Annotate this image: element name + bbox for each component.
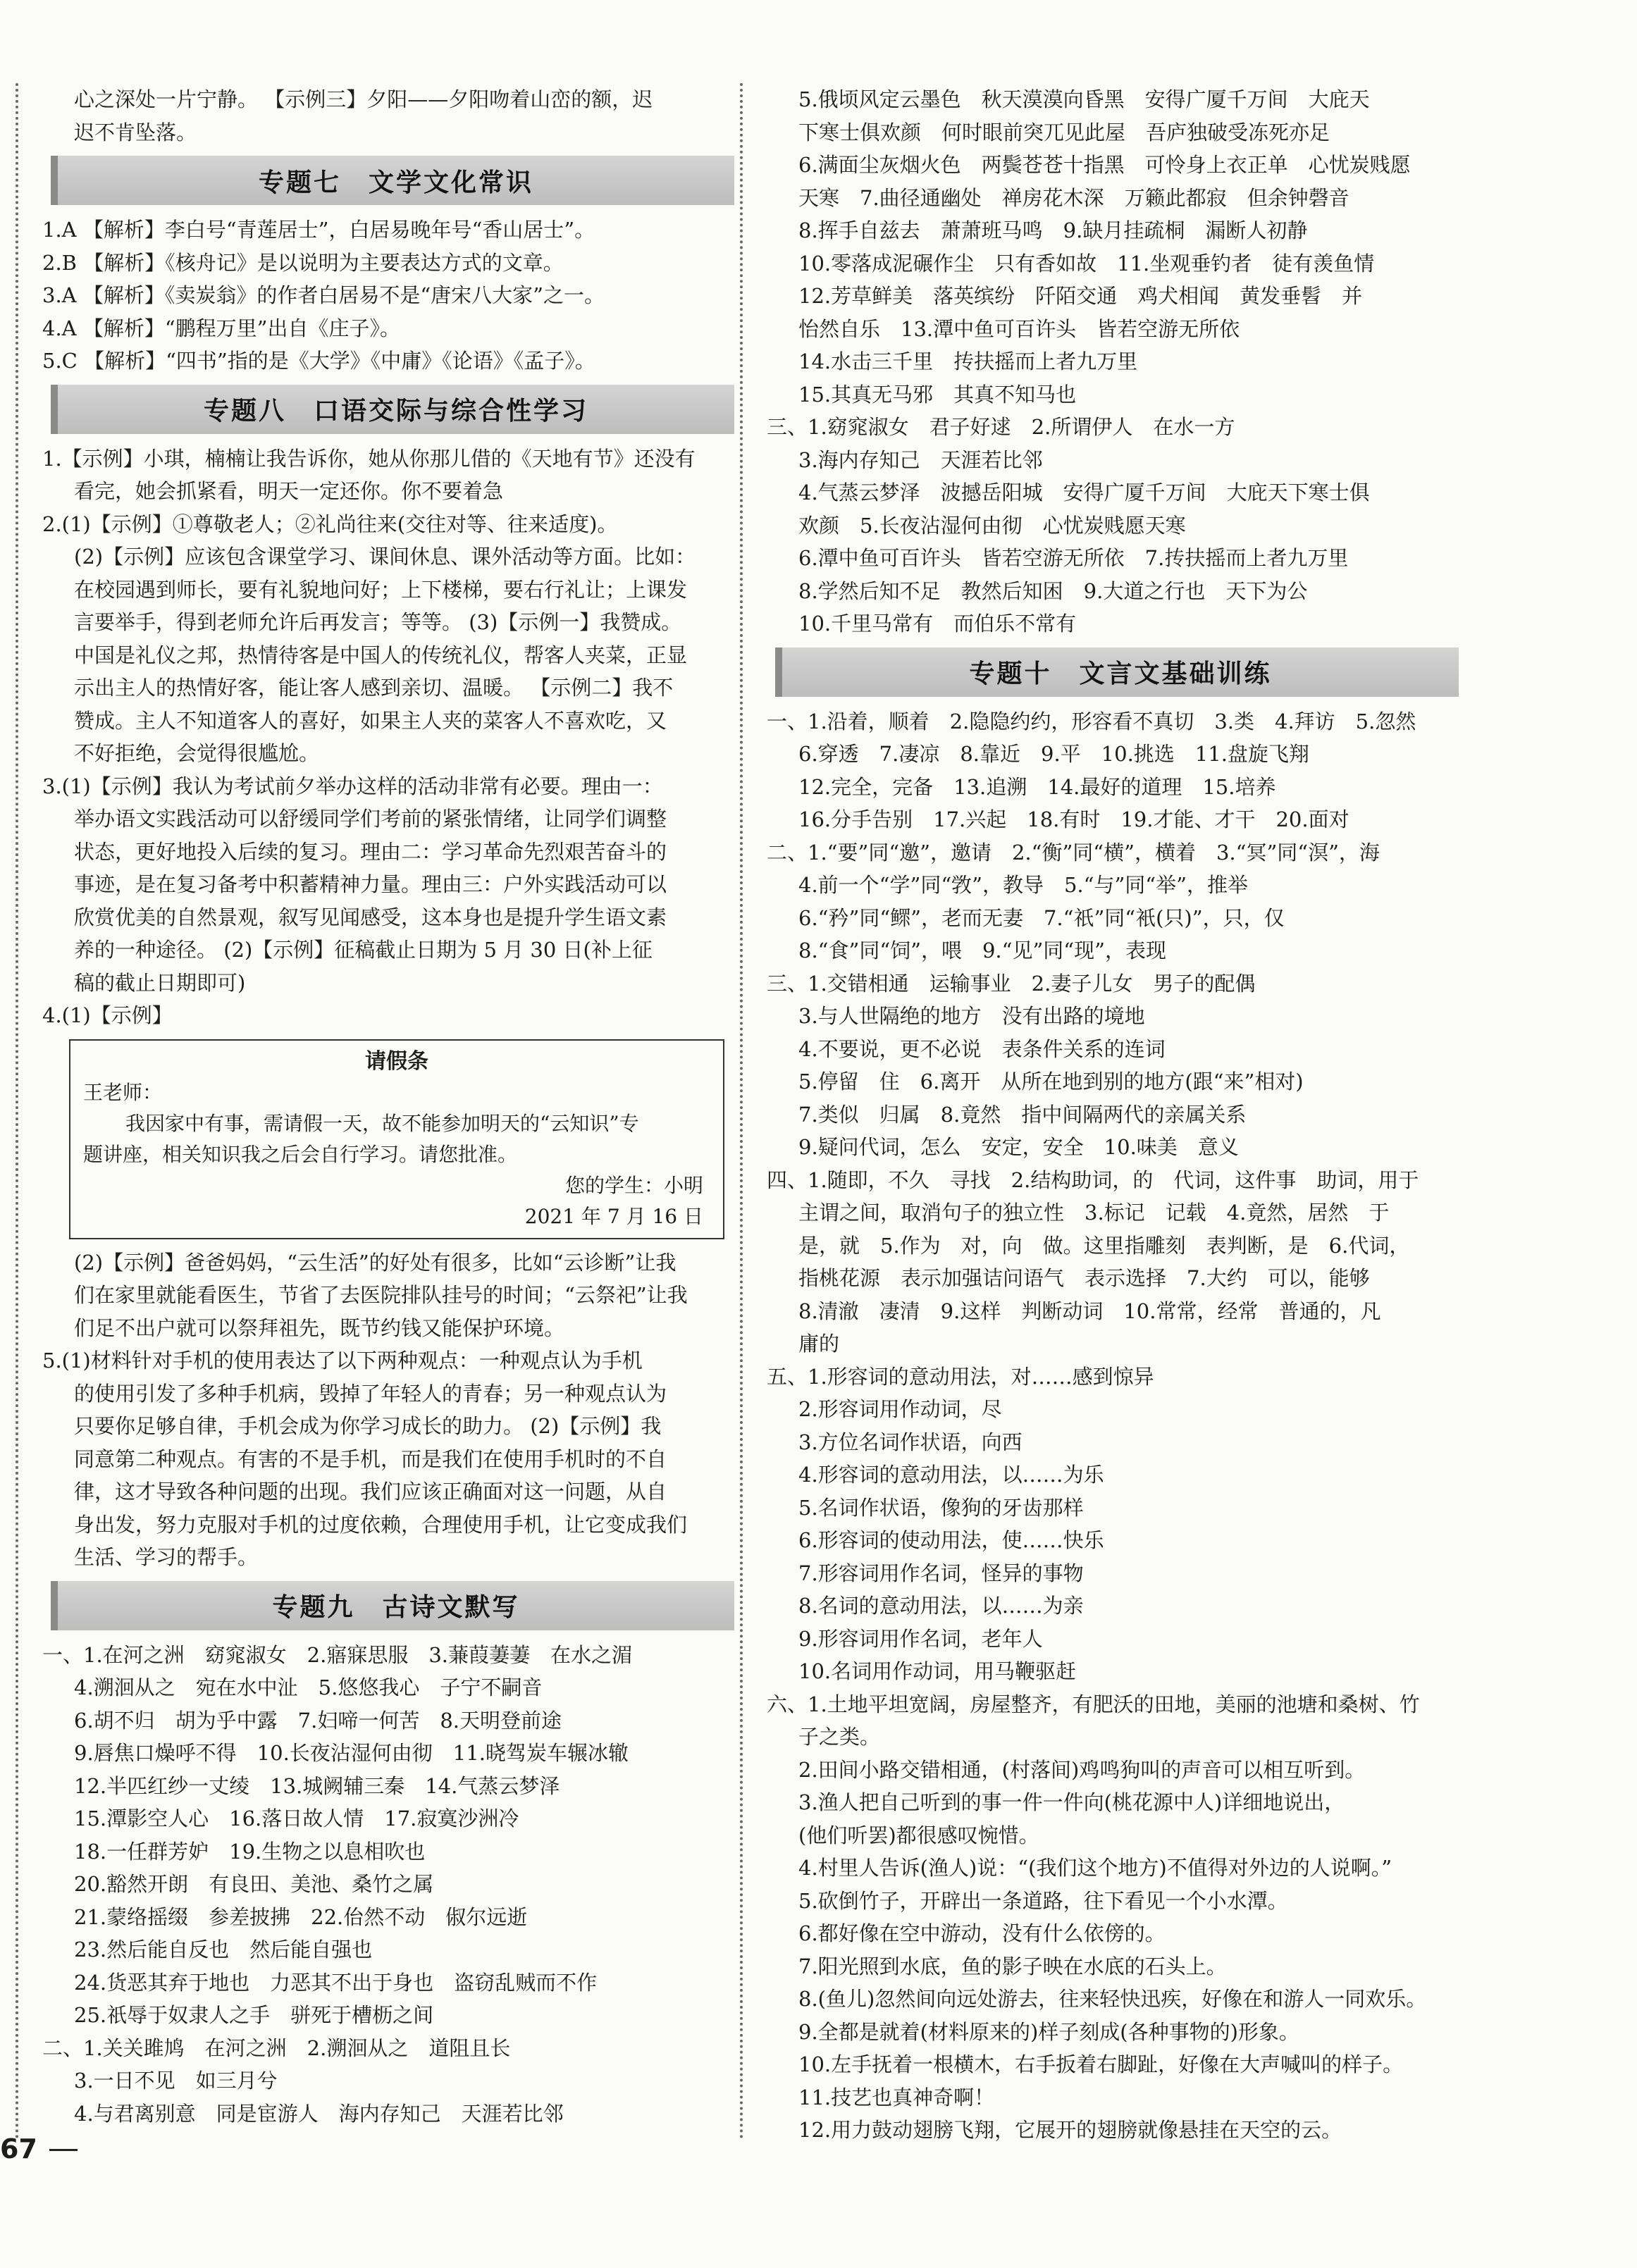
- text-line: 指桃花源 表示加强诘问语气 表示选择 7.大约 可以，能够: [798, 1266, 1370, 1290]
- text-line: 3.渔人把自己听到的事一件一件向(桃花源中人)详细地说出，: [798, 1790, 1345, 1814]
- text-line: 9.全都是就着(材料原来的)样子刻成(各种事物的)形象。: [798, 2019, 1299, 2044]
- text-line: 子之类。: [798, 1725, 881, 1749]
- text-line: (他们听罢)都很感叹惋惜。: [798, 1823, 1039, 1847]
- text-line: 8.名词的意动用法，以……为亲: [798, 1594, 1084, 1618]
- left-column: [42, 83, 747, 2130]
- leave-note-body: 我因家中有事，需请假一天，故不能参加明天的“云知识”专: [125, 1111, 639, 1135]
- page-number: 67: [0, 2133, 37, 2164]
- text-line: 状态，更好地投入后续的复习。理由二：学习革命先烈艰苦奋斗的: [74, 839, 667, 864]
- text-line: 6.潭中鱼可百许头 皆若空游无所依 7.抟扶摇而上者九万里: [798, 546, 1349, 570]
- text-line: 二、1.“要”同“邀”，邀请 2.“衡”同“横”，横着 3.“冥”同“溟”，海: [767, 840, 1380, 865]
- right-column: [767, 83, 1471, 2147]
- text-line: 主谓之间，取消句子的独立性 3.标记 记载 4.竟然，居然 于: [798, 1201, 1390, 1225]
- text-line: 们足不出户就可以祭拜祖先，既节约钱又能保护环境。: [74, 1315, 565, 1340]
- text-line: 是，就 5.作为 对，向 做。这里指雕刻 表判断，是 6.代词，: [798, 1233, 1410, 1258]
- text-line: 8.清澈 凄清 9.这样 判断动词 10.常常，经常 普通的，凡: [798, 1299, 1381, 1323]
- text-line: 身出发，努力克服对手机的过度依赖，合理使用手机，让它变成我们: [74, 1512, 688, 1537]
- text-line: 3.(1)【示例】我认为考试前夕举办这样的活动非常有必要。理由一：: [42, 774, 663, 798]
- text-line: 8.挥手自兹去 萧萧班马鸣 9.缺月挂疏桐 漏断人初静: [798, 218, 1308, 242]
- section-header-10: 专题十 文言文基础训练: [775, 647, 1459, 697]
- leave-note-salutation: 王老师：: [83, 1080, 163, 1104]
- text-line: 4.前一个“学”同“敩”，教导 5.“与”同“举”，推举: [798, 873, 1248, 897]
- left-margin-divider: [16, 83, 18, 2140]
- text-line: 庸的: [798, 1332, 840, 1356]
- text-line: 3.一日不见 如三月兮: [74, 2069, 278, 2093]
- text-line: 4.气蒸云梦泽 波撼岳阳城 安得广厦千万间 大庇天下寒士俱: [798, 481, 1370, 504]
- text-line: 一、1.在河之洲 窈窕淑女 2.寤寐思服 3.蒹葭萋萋 在水之湄: [42, 1642, 633, 1667]
- text-line: 3.与人世隔绝的地方 没有出路的境地: [798, 1004, 1145, 1028]
- text-line: 4.溯洄从之 宛在水中沚 5.悠悠我心 子宁不嗣音: [74, 1675, 543, 1699]
- text-line: 天寒 7.曲径通幽处 禅房花木深 万籁此都寂 但余钟磬音: [798, 185, 1349, 210]
- text-line: 20.豁然开朗 有良田、美池、桑竹之属: [74, 1872, 434, 1896]
- text-line: 在校园遇到师长，要有礼貌地问好；上下楼梯，要右行礼让；上课发: [74, 577, 688, 602]
- text-line: 6.“矜”同“鳏”，老而无妻 7.“祇”同“衹(只)”，只，仅: [798, 905, 1285, 930]
- text-line: 养的一种途径。 (2)【示例】征稿截止日期为 5 月 30 日(补上征: [74, 938, 653, 962]
- text-line: 3.海内存知己 天涯若比邻: [798, 447, 1043, 472]
- text-line: 不好拒绝，会觉得很尴尬。: [74, 741, 320, 765]
- text-line: 9.疑问代词，怎么 安定，安全 10.味美 意义: [798, 1135, 1239, 1159]
- text-line: 5.俄顷风定云墨色 秋天漠漠向昏黑 安得广厦千万间 大庇天: [798, 87, 1370, 111]
- leave-note-title: 请假条: [365, 1048, 428, 1074]
- text-line: 事迹，是在复习备考中积蓄精神力量。理由三：户外实践活动可以: [74, 872, 667, 896]
- text-line: 6.穿透 7.凄凉 8.靠近 9.平 10.挑选 11.盘旋飞翔: [798, 742, 1309, 766]
- text-line: 5.C 【解析】“四书”指的是《大学》《中庸》《论语》《孟子》。: [42, 349, 595, 373]
- text-line: 5.名词作状语，像狗的牙齿那样: [798, 1495, 1084, 1520]
- text-line: 12.完全，完备 13.追溯 14.最好的道理 15.培养: [798, 774, 1276, 799]
- text-line: 生活、学习的帮手。: [74, 1545, 259, 1569]
- text-line: 14.水击三千里 抟扶摇而上者九万里: [798, 349, 1138, 373]
- text-line: 12.芳草鲜美 落英缤纷 阡陌交通 鸡犬相闻 黄发垂髫 并: [798, 284, 1363, 308]
- text-line: 6.胡不归 胡为乎中露 7.妇啼一何苦 8.天明登前途: [74, 1708, 562, 1733]
- text-line: 16.分手告别 17.兴起 18.有时 19.才能、才干 20.面对: [798, 807, 1349, 831]
- text-line: 3.A 【解析】《卖炭翁》的作者白居易不是“唐宋八大家”之一。: [42, 283, 605, 307]
- text-line: 六、1.土地平坦宽阔，房屋整齐，有肥沃的田地，美丽的池塘和桑树、竹: [767, 1692, 1420, 1716]
- text-line: 7.类似 归属 8.竟然 指中间隔两代的亲属关系: [798, 1102, 1247, 1127]
- page-number-dash: [49, 2149, 78, 2151]
- text-line: 怡然自乐 13.潭中鱼可百许头 皆若空游无所依: [798, 316, 1240, 341]
- text-line: 25.祇辱于奴隶人之手 骈死于槽枥之间: [74, 2003, 434, 2027]
- text-line: 们在家里就能看医生，节省了去医院排队挂号的时间；“云祭祀”让我: [74, 1283, 688, 1307]
- text-line: 4.村里人告诉(渔人)说：“(我们这个地方)不值得对外边的人说啊。”: [798, 1856, 1392, 1880]
- text-line: 稿的截止日期即可): [74, 970, 246, 995]
- text-line: 三、1.交错相通 运输事业 2.妻子儿女 男子的配偶: [767, 971, 1256, 996]
- text-line: 5.砍倒竹子，开辟出一条道路，往下看见一个小水潭。: [798, 1888, 1288, 1913]
- text-line: 9.唇焦口燥呼不得 10.长夜沾湿何由彻 11.晓驾炭车辗冰辙: [74, 1741, 629, 1765]
- section-header-7: 专题七 文学文化常识: [51, 156, 734, 205]
- text-line: 言要举手，得到老师允许后再发言；等等。 (3)【示例一】我赞成。: [74, 610, 682, 634]
- text-line: 三、1.窈窕淑女 君子好逑 2.所谓伊人 在水一方: [767, 415, 1235, 439]
- text-line: 举办语文实践活动可以舒缓同学们考前的紧张情绪，让同学们调整: [74, 807, 667, 831]
- text-line: 的使用引发了多种手机病，毁掉了年轻人的青春；另一种观点认为: [74, 1381, 667, 1406]
- text-line: 只要你足够自律，手机会成为你学习成长的助力。 (2)【示例】我: [74, 1414, 662, 1438]
- text-line: 2.形容词用作动词，尽: [798, 1397, 1002, 1421]
- text-line: 8.“食”同“饲”，喂 9.“见”同“现”，表现: [798, 938, 1166, 962]
- text-line: 欣赏优美的自然景观，叙写见闻感受，这本身也是提升学生语文素: [74, 905, 667, 929]
- text-line: 8.学然后知不足 教然后知困 9.大道之行也 天下为公: [798, 578, 1308, 603]
- text-line: 15.其真无马邪 其真不知马也: [798, 382, 1077, 407]
- leave-note-body: 题讲座，相关知识我之后会自行学习。请您批准。: [83, 1142, 518, 1166]
- text-line: 4.不要说，更不必说 表条件关系的连词: [798, 1036, 1166, 1061]
- text-line: 五、1.形容词的意动用法，对……感到惊异: [767, 1364, 1154, 1389]
- text-line: 律，这才导致各种问题的出现。我们应该正确面对这一问题，从自: [74, 1480, 667, 1504]
- text-line: 3.方位名词作状语，向西: [798, 1430, 1023, 1454]
- text-line: 1.【示例】小琪，楠楠让我告诉你，她从你那儿借的《天地有节》还没有: [42, 446, 696, 471]
- text-line: 赞成。主人不知道客人的喜好，如果主人夹的菜客人不喜欢吃，又: [74, 708, 667, 733]
- text-line: 一、1.沿着，顺着 2.隐隐约约，形容看不真切 3.类 4.拜访 5.忽然: [767, 709, 1416, 733]
- text-line: 下寒士俱欢颜 何时眼前突兀见此屋 吾庐独破受冻死亦足: [798, 120, 1330, 144]
- text-line: 10.千里马常有 而伯乐不常有: [798, 612, 1077, 636]
- text-line: 1.A 【解析】李白号“青莲居士”，白居易晚年号“香山居士”。: [42, 218, 595, 242]
- section-header-9: 专题九 古诗文默写: [51, 1581, 734, 1630]
- text-line: 迟不肯坠落。: [74, 120, 197, 144]
- text-line: 10.左手抚着一根横木，右手扳着右脚趾，好像在大声喊叫的样子。: [798, 2052, 1404, 2076]
- text-line: 12.用力鼓动翅膀飞翔，它展开的翅膀就像悬挂在天空的云。: [798, 2118, 1342, 2142]
- leave-note-box: [69, 1039, 724, 1239]
- text-line: 2.田间小路交错相通，(村落间)鸡鸣狗叫的声音可以相互听到。: [798, 1757, 1366, 1782]
- text-line: 10.名词用作动词，用马鞭驱赶: [798, 1659, 1077, 1683]
- text-line: 二、1.关关雎鸠 在河之洲 2.溯洄从之 道阻且长: [42, 2035, 511, 2060]
- section-header-8: 专题八 口语交际与综合性学习: [51, 385, 734, 434]
- text-line: 4.(1)【示例】: [42, 1003, 173, 1027]
- text-line: 24.货恶其弃于地也 力恶其不出于身也 盗窃乱贼而不作: [74, 1970, 598, 1995]
- text-line: 6.形容词的使动用法，使……快乐: [798, 1528, 1104, 1552]
- leave-note-signature: 您的学生：小明: [564, 1173, 703, 1197]
- text-line: 11.技艺也真神奇啊！: [798, 2085, 995, 2109]
- text-line: 7.阳光照到水底，鱼的影子映在水底的石头上。: [798, 1954, 1227, 1978]
- text-line: 23.然后能自反也 然后能自强也: [74, 1938, 373, 1962]
- text-line: 6.都好像在空中游动，没有什么依傍的。: [798, 1921, 1166, 1945]
- text-line: 四、1.随即，不久 寻找 2.结构助词，的 代词，这件事 助词，用于: [767, 1167, 1419, 1192]
- text-line: 12.半匹红纱一丈绫 13.城阙辅三秦 14.气蒸云梦泽: [74, 1773, 560, 1798]
- text-line: 10.零落成泥碾作尘 只有香如故 11.坐观垂钓者 徒有羡鱼情: [798, 251, 1375, 275]
- text-line: 4.与君离别意 同是宦游人 海内存知己 天涯若比邻: [74, 2101, 564, 2126]
- text-line: 5.(1)材料针对手机的使用表达了以下两种观点：一种观点认为手机: [42, 1349, 643, 1372]
- text-line: 15.潭影空人心 16.落日故人情 17.寂寞沙洲冷: [74, 1807, 519, 1830]
- text-line: 示出主人的热情好客，能让客人感到亲切、温暖。 【示例二】我不: [74, 676, 674, 700]
- text-line: 心之深处一片宁静。 【示例三】夕阳——夕阳吻着山峦的额，迟: [74, 87, 653, 111]
- text-line: 同意第二种观点。有害的不是手机，而是我们在使用手机时的不自: [74, 1446, 667, 1471]
- text-line: (2)【示例】爸爸妈妈，“云生活”的好处有很多，比如“云诊断”让我: [74, 1250, 677, 1275]
- text-line: (2)【示例】应该包含课堂学习、课间休息、课外活动等方面。比如：: [74, 545, 696, 569]
- text-line: 21.蒙络摇缀 参差披拂 22.佁然不动 俶尔远逝: [74, 1904, 528, 1929]
- text-line: 欢颜 5.长夜沾湿何由彻 心忧炭贱愿天寒: [798, 513, 1186, 538]
- text-line: 4.形容词的意动用法，以……为乐: [798, 1463, 1104, 1487]
- text-line: 8.(鱼儿)忽然间向远处游去，往来轻快迅疾，好像在和游人一同欢乐。: [798, 1987, 1427, 2011]
- text-line: 18.一任群芳妒 19.生物之以息相吹也: [74, 1839, 426, 1864]
- text-line: 看完，她会抓紧看，明天一定还你。你不要着急: [74, 479, 504, 503]
- text-line: 2.B 【解析】《核舟记》是以说明为主要表达方式的文章。: [42, 250, 564, 275]
- text-line: 2.(1)【示例】①尊敬老人；②礼尚往来(交往对等、往来适度)。: [42, 512, 618, 536]
- text-line: 中国是礼仪之邦，热情待客是中国人的传统礼仪，帮客人夹菜，正显: [74, 643, 688, 667]
- leave-note-date: 2021 年 7 月 16 日: [524, 1204, 703, 1228]
- text-line: 9.形容词用作名词，老年人: [798, 1626, 1043, 1651]
- text-line: 7.形容词用作名词，怪异的事物: [798, 1561, 1084, 1585]
- text-line: 5.停留 住 6.离开 从所在地到别的地方(跟“来”相对): [798, 1070, 1304, 1093]
- text-line: 4.A 【解析】“鹏程万里”出自《庄子》。: [42, 316, 400, 340]
- text-line: 6.满面尘灰烟火色 两鬓苍苍十指黑 可怜身上衣正单 心忧炭贱愿: [798, 153, 1411, 177]
